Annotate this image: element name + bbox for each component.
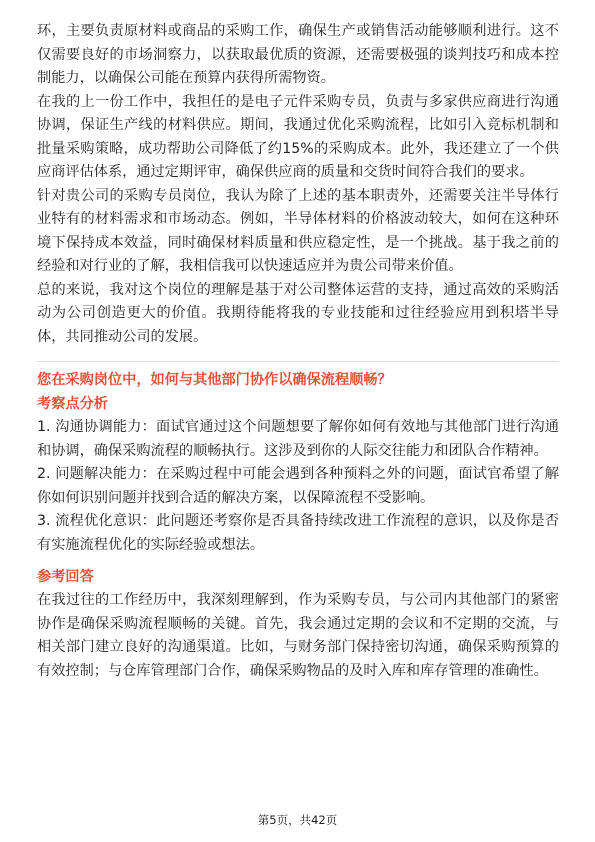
analysis-point: 1. 沟通协调能力：面试官通过这个问题想要了解你如何有效地与其他部门进行沟通和协调，确保采购流程的顺畅执行。这涉及到你的人际交往能力和团队合作精神。 [37, 419, 559, 459]
body-paragraph: 针对贵公司的采购专员岗位，我认为除了上述的基本职责外，还需要关注半导体行业特有的材料需求和市场动态。例如，半导体材料的价格波动较大，如何在这种环境下保持成本效益，同时确保材料质量和供应稳定性，是一个挑战。基于我之前的经验和对行业的了解，我相信我可以快速适应并为贵公司带来价值。 [37, 187, 559, 274]
answer-paragraph: 在我过往的工作经历中，我深刻理解到，作为采购专员，与公司内其他部门的紧密协作是确保采购流程顺畅的关键。首先，我会通过定期的会议和不定期的交流，与相关部门建立良好的沟通渠道。比如，与财务部门保持密切沟通，确保采购预算的有效控制；与仓库管理部门合作，确保采购物品的及时入库和库存管理的准确性。 [37, 592, 559, 679]
section-divider [37, 361, 559, 362]
body-paragraph: 环，主要负责原材料或商品的采购工作，确保生产或销售活动能够顺利进行。这不仅需要良好的市场洞察力，以获取最优质的资源，还需要极强的谈判技巧和成本控制能力，以确保公司能在预算内获得所需物资。 [37, 23, 559, 86]
analysis-point: 3. 流程优化意识：此问题还考察你是否具备持续改进工作流程的意识，以及你是否有实施流程优化的实际经验或想法。 [37, 513, 559, 553]
question-heading: 您在采购岗位中，如何与其他部门协作以确保流程顺畅？ [37, 372, 392, 388]
analysis-point: 2. 问题解决能力：在采购过程中可能会遇到各种预料之外的问题，面试官希望了解你如何识别问题并找到合适的解决方案，以保障流程不受影响。 [37, 466, 559, 506]
page-content [37, 20, 559, 683]
body-paragraph: 总的来说，我对这个岗位的理解是基于对公司整体运营的支持，通过高效的采购活动为公司创造更大的价值。我期待能将我的专业技能和过往经验应用到积塔半导体，共同推动公司的发展。 [37, 281, 559, 345]
body-paragraph: 在我的上一份工作中，我担任的是电子元件采购专员，负责与多家供应商进行沟通协调，保证生产线的材料供应。期间，我通过优化采购流程，比如引入竞标机制和批量采购策略，成功帮助公司降低了约15%的采购成本。此外，我还建立了一个供应商评估体系，通过定期评审，确保供应商的质量和交货时间符合我们的要求。 [37, 93, 559, 180]
page-footer: 第5页，共42页 [257, 813, 338, 827]
analysis-label: 考察点分析 [37, 396, 108, 412]
answer-label: 参考回答 [37, 569, 94, 585]
